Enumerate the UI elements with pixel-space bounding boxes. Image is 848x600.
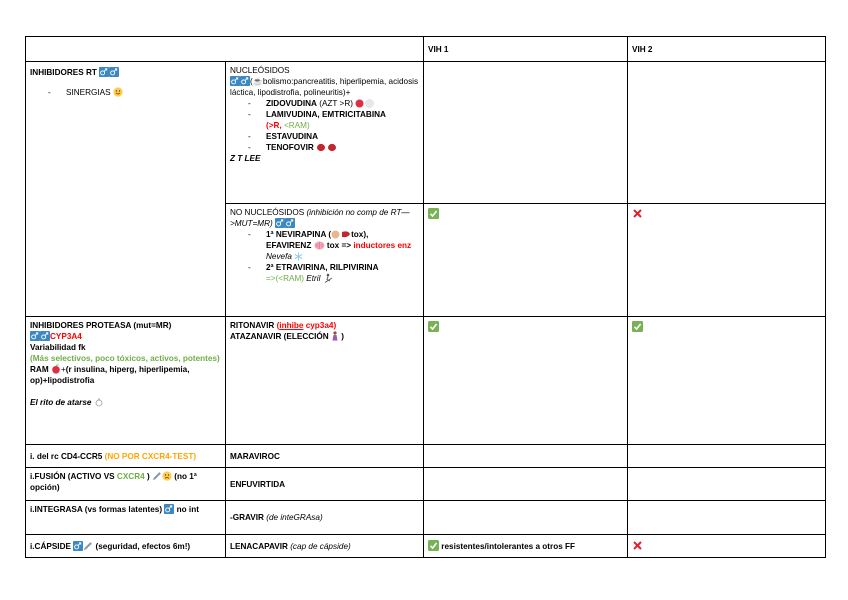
genders-icon (73, 541, 83, 551)
no-nucleosidos-title: NO NUCLEÓSIDOS (230, 208, 305, 217)
capside-drug-cell (226, 535, 424, 558)
check-icon (632, 321, 643, 332)
row-proteasa (26, 317, 826, 445)
tenofovir: TENOFOVIR (266, 143, 314, 152)
genders-icon (240, 76, 250, 86)
sad-face-icon (162, 471, 172, 481)
check-icon (428, 321, 439, 332)
nevirapina-end: tox), (351, 230, 369, 239)
proteasa-ram-desc: (r insulina, hiperg, hiperlipemia, op)+lipodistrofia (30, 365, 190, 385)
row-ccr5 (26, 445, 826, 468)
lamivudina-red: (>R, (266, 121, 282, 130)
cross-icon (632, 540, 643, 551)
inductores: inductores enz (353, 241, 412, 250)
rowing-icon (323, 273, 333, 283)
blood-cells-icon (355, 99, 375, 108)
ritonavir: RITONAVIR (230, 321, 275, 330)
lenacapavir: LENACAPAVIR (230, 541, 288, 551)
efavirenz: EFAVIRENZ (266, 241, 312, 250)
estavudina: ESTAVUDINA (266, 132, 319, 141)
nucleosidos-vih2 (628, 62, 826, 204)
proteasa-green-note: (Más selectivos, poco tóxicos, activos, potentes) (30, 354, 220, 363)
ritonavir-paren-close: ) (333, 321, 337, 330)
etril: Etril (306, 274, 321, 283)
proteasa-vih1 (424, 317, 628, 445)
snowflake-icon (294, 252, 303, 261)
drug-table (25, 36, 826, 558)
ccr5-orange: (NO POR CXCR4-TEST) (104, 451, 197, 461)
person-icon (331, 331, 339, 341)
ritonavir-paren-open: ( (276, 321, 280, 330)
integrasa-vih1 (424, 501, 628, 535)
capside-left-cell (26, 535, 226, 558)
zidovudina: ZIDOVUDINA (266, 99, 317, 108)
fusion-green: CXCR4 (116, 472, 145, 481)
genders-icon (99, 67, 109, 77)
fusion-title: i.FUSIÓN (ACTIVO VS (30, 472, 115, 481)
header-vih2: VIH 2 (628, 37, 826, 62)
integrasa-drug-cell (226, 501, 424, 535)
proteasa-ram: RAM (30, 365, 49, 374)
proteasa-title: INHIBIDORES PROTEASA (mut=MR) (30, 321, 172, 330)
ccr5-left-cell (26, 445, 226, 468)
lamivudina: LAMIVUDINA, EMTRICITABINA (266, 110, 386, 119)
enfuvirtida: ENFUVIRTIDA (226, 468, 424, 501)
ccr5-vih1 (424, 445, 628, 468)
no-nucleosidos-cell: NO NUCLEÓSIDOS (inhibición no comp de RT—>MUT=MR) - 1ª NEVIRAPINA ( tox), EFAVIRENZ tox => inductores enz Nevefa - 2ª ETRAVIRINA, RILPIVIRINA =>(<RAM) Etril (226, 204, 424, 317)
row-capside (26, 535, 826, 558)
ring-icon (94, 397, 104, 407)
integrasa-left-cell (26, 501, 226, 535)
ccr5-title: i. del rc CD4-CCR5 (30, 451, 103, 461)
capside-vih2 (628, 535, 826, 558)
nevirapina: 1ª NEVIRAPINA ( (266, 230, 332, 239)
rt-sinergias: SINERGIAS (66, 88, 111, 97)
apple-icon (51, 364, 61, 374)
fusion-end: (no 1ª opción) (30, 472, 197, 492)
fusion-vih1 (424, 468, 628, 501)
no-nucleosidos-vih2 (628, 204, 826, 317)
etravirina: 2ª ETRAVIRINA, RILPIVIRINA (266, 263, 379, 272)
syringe-icon (152, 471, 162, 481)
brain-icon (314, 241, 325, 250)
cross-icon (632, 208, 643, 219)
nucleosidos-cell: NUCLEÓSIDOS (☕bolismo:pancreatitis, hiperlipemia, acidosis láctica, lipodistrofia, polineuritis)+ - ZIDOVUDINA (AZT >R) - LAMIVUDINA, EMTRICITABINA (>R, <RAM) - ESTAVUDINA - TENOFOVIR Z T LEE (226, 62, 424, 204)
row-integrasa (26, 501, 826, 535)
smiley-icon (113, 87, 123, 97)
syringe-icon (83, 541, 93, 551)
integrasa-end: no int (176, 505, 199, 514)
lenacapavir-note: (cap de cápside) (290, 541, 351, 551)
ritonavir-inhibe: inhibe (279, 321, 304, 330)
header-empty (26, 37, 424, 62)
row-rt-nucleosidos (26, 62, 826, 204)
genders-icon (285, 218, 295, 228)
genders-icon (109, 67, 119, 77)
genders-icon (30, 331, 40, 341)
nucleosidos-title: NUCLEÓSIDOS (230, 66, 290, 75)
genders-icon (40, 331, 50, 341)
check-icon (428, 540, 439, 551)
gravir-note: (de inteGRAsa) (266, 513, 323, 522)
nevefa: Nevefa (266, 252, 292, 261)
capside-vih1-text: resistentes/intolerantes a otros FF (441, 542, 576, 551)
genders-icon (275, 218, 285, 228)
rt-title: INHIBIDORES RT (30, 68, 97, 77)
proteasa-drugs-cell (226, 317, 424, 445)
genders-icon (164, 504, 174, 514)
capside-vih1 (424, 535, 628, 558)
zidovudina-note: (AZT >R) (319, 99, 353, 108)
nucleosidos-vih1 (424, 62, 628, 204)
proteasa-vih2 (628, 317, 826, 445)
integrasa-vih2 (628, 501, 826, 535)
capside-title: i.CÁPSIDE (30, 541, 71, 551)
no-nucleosidos-note: (inhibición no comp de RT—>MUT=MR) (230, 208, 410, 228)
integrasa-title: i.INTEGRASA (vs formas latentes) (30, 505, 163, 514)
skin-liver-icon (331, 230, 351, 239)
proteasa-rito: El rito de atarse (30, 398, 92, 407)
nucleosidos-desc: (☕bolismo:pancreatitis, hiperlipemia, acidosis láctica, lipodistrofia, polineuritis)+ (230, 77, 419, 97)
ritonavir-cyp3a4: cyp3a4 (305, 321, 334, 330)
etravirina-green: =>(<RAM) (266, 274, 304, 283)
kidneys-icon (316, 143, 338, 152)
lamivudina-green: <RAM) (283, 121, 310, 130)
atazanavir: ATAZANAVIR (ELECCIÓN (230, 332, 329, 341)
atazanavir-end: ) (341, 332, 344, 341)
header-vih1: VIH 1 (424, 37, 628, 62)
proteasa-left-cell: INHIBIDORES PROTEASA (mut=MR) CYP3A4 Variabilidad fk (Más selectivos, poco tóxicos, activos, potentes) RAM +(r insulina, hiperg, hiperlipemia, op)+lipodistrofia El rito de atarse (26, 317, 226, 445)
ccr5-vih2 (628, 445, 826, 468)
check-icon (428, 208, 439, 219)
capside-end: (seguridad, efectos 6m!) (95, 541, 191, 551)
header-row (26, 37, 826, 62)
maraviroc: MARAVIROC (226, 445, 424, 468)
proteasa-variabilidad: Variabilidad fk (30, 343, 86, 352)
gravir: -GRAVIR (230, 513, 264, 522)
row-fusion (26, 468, 826, 501)
rt-left-cell: INHIBIDORES RT - SINERGIAS (26, 62, 226, 317)
no-nucleosidos-vih1 (424, 204, 628, 317)
fusion-left-cell: i.FUSIÓN (ACTIVO VS CXCR4 ) (no 1ª opción) (26, 468, 226, 501)
zt-lee: Z T LEE (230, 154, 261, 163)
efavirenz-tox: tox => (326, 241, 352, 250)
genders-icon (230, 76, 240, 86)
fusion-vih2 (628, 468, 826, 501)
proteasa-cyp: CYP3A4 (50, 332, 82, 341)
